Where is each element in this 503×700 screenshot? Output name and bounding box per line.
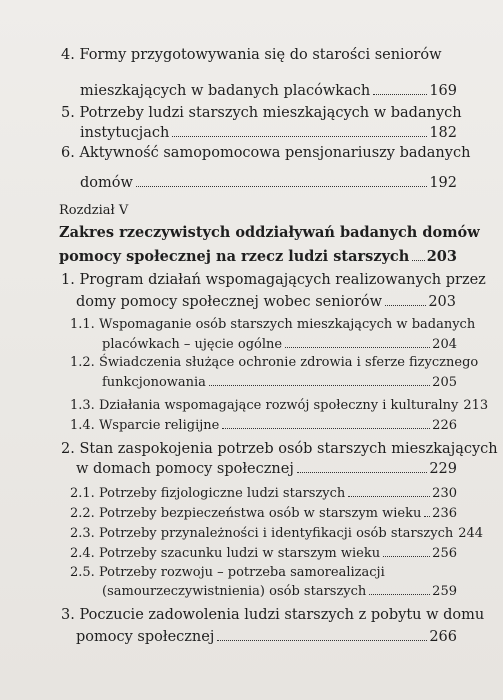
toc-section-2-1-page: 230 (432, 486, 457, 501)
chapter-label: Rozdział V (59, 203, 129, 218)
toc-item-6-line-2: domów (80, 174, 133, 191)
chapter-title-line-2: pomocy społecznej na rzecz ludzi starszych (59, 247, 410, 265)
toc-section-2-4-page: 256 (432, 546, 457, 561)
toc-section-1-2-row (102, 373, 457, 389)
toc-section-1-1-line-1: 1.1. Wspomaganie osób starszych mieszkających w badanych (70, 317, 476, 332)
leader-dots (136, 185, 427, 187)
toc-section-1-3-row (70, 396, 489, 413)
toc-item-5-line-2: instytucjach (80, 124, 170, 141)
toc-section-2-1-line-1: 2.1. Potrzeby fizjologiczne ludzi starszych (70, 486, 346, 501)
toc-section-2-page: 229 (429, 460, 457, 477)
chapter-title-line-1: Zakres rzeczywistych oddziaływań badanych domów (59, 224, 480, 241)
toc-section-1-1-row (102, 335, 457, 351)
toc-section-2-5-line-2: (samourzeczywistnienia) osób starszych (102, 584, 367, 599)
toc-section-1-4-row (70, 416, 457, 432)
toc-section-1-3-line-1: 1.3. Działania wspomagające rozwój społeczny i kulturalny (70, 398, 459, 413)
toc-section-1-4-line-1: 1.4. Wsparcie religijne (70, 418, 220, 433)
leader-dots (348, 495, 430, 497)
toc-section-2-5-page: 259 (432, 584, 457, 599)
toc-section-2-line-2: w domach pomocy społecznej (76, 460, 294, 477)
toc-section-1-3-page: 213 (463, 398, 489, 413)
chapter-page: 203 (426, 247, 457, 265)
toc-section-2-line-1: 2. Stan zaspokojenia potrzeb osób starszych mieszkających (61, 441, 498, 457)
toc-section-2-4-line-1: 2.4. Potrzeby szacunku ludzi w starszym wieku (70, 546, 381, 561)
toc-item-4-line-1: 4. Formy przygotowywania się do starości seniorów (61, 47, 442, 63)
toc-section-2-2-line-1: 2.2. Potrzeby bezpieczeństwa osób w starszym wieku (70, 506, 422, 521)
toc-item-4-row (80, 82, 457, 98)
leader-dots (424, 515, 430, 517)
leader-dots (285, 346, 430, 348)
toc-section-1-2-line-1: 1.2. Świadczenia służące ochronie zdrowia i sferze fizycznego (70, 355, 479, 370)
toc-section-3-page: 266 (429, 628, 457, 645)
toc-item-6-page: 192 (429, 174, 457, 191)
toc-section-2-3-line-1: 2.3. Potrzeby przynależności i identyfikacji osób starszych (70, 526, 454, 541)
leader-dots (297, 471, 427, 473)
toc-section-2-4-row (70, 544, 457, 560)
toc-section-1-page: 203 (428, 293, 456, 310)
toc-section-1-4-page: 226 (432, 418, 457, 433)
leader-dots (217, 639, 427, 641)
toc-item-6-line-1: 6. Aktywność samopomocowa pensjonariuszy badanych (61, 145, 471, 161)
toc-section-3-line-2: pomocy społecznej (76, 628, 215, 645)
toc-item-4-line-2: mieszkających w badanych placówkach (80, 82, 371, 99)
toc-section-1-1-line-2: placówkach – ujęcie ogólne (102, 337, 283, 352)
leader-dots (385, 304, 426, 306)
toc-section-1-2-page: 205 (432, 375, 457, 390)
leader-dots (412, 259, 424, 261)
toc-section-2-3-page: 244 (458, 526, 484, 541)
toc-section-1-row (76, 293, 456, 309)
chapter-title-row (59, 248, 457, 264)
toc-item-5-page: 182 (429, 124, 457, 141)
leader-dots (383, 555, 430, 557)
toc-item-6-row (80, 174, 457, 190)
toc-item-4-page: 169 (429, 82, 457, 99)
toc-section-2-2-row (70, 504, 457, 520)
toc-section-3-line-1: 3. Poczucie zadowolenia ludzi starszych z pobytu w domu (61, 607, 485, 623)
toc-section-1-2-line-2: funkcjonowania (102, 375, 206, 390)
toc-section-1-line-2: domy pomocy społecznej wobec seniorów (76, 293, 383, 310)
toc-section-2-1-row (70, 484, 457, 500)
toc-section-3-row (76, 628, 457, 644)
toc-section-2-5-row (102, 582, 457, 598)
toc-item-5-row (80, 124, 457, 140)
toc-section-2-row (76, 460, 457, 476)
toc-section-2-5-line-1: 2.5. Potrzeby rozwoju – potrzeba samorealizacji (70, 565, 385, 580)
leader-dots (369, 593, 430, 595)
toc-item-5-line-1: 5. Potrzeby ludzi starszych mieszkających w badanych (61, 105, 462, 121)
toc-section-2-3-row (70, 524, 484, 541)
leader-dots (209, 384, 430, 386)
leader-dots (373, 93, 427, 95)
toc-section-1-line-1: 1. Program działań wspomagających realizowanych przez (61, 272, 486, 288)
leader-dots (222, 427, 430, 429)
toc-section-1-1-page: 204 (432, 337, 457, 352)
leader-dots (172, 135, 427, 137)
toc-section-2-2-page: 236 (432, 506, 457, 521)
